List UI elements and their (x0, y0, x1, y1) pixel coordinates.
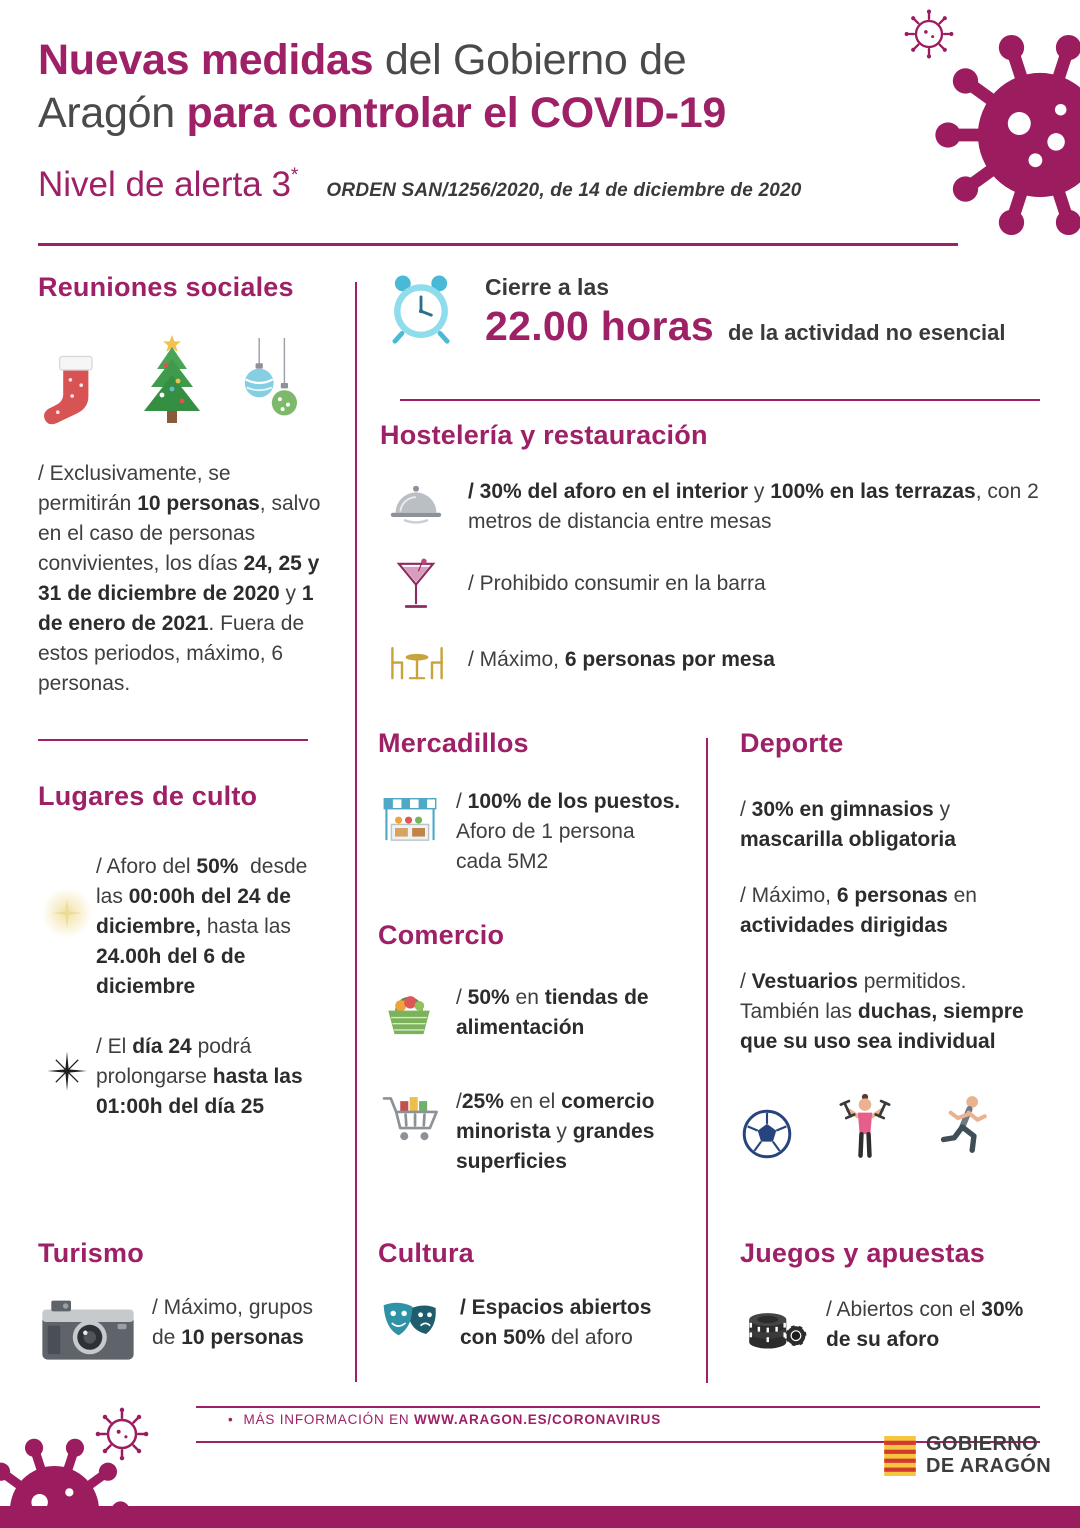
camera-icon (38, 1297, 138, 1365)
culto-item-text: / Aforo del 50% desde las 00:00h del 24 de diciembre, hasta las 24.00h del 6 de diciembre (96, 855, 308, 999)
logo-text (926, 1434, 1051, 1477)
hosteleria-item-text: / Prohibido consumir en la barra (468, 572, 766, 596)
section-reuniones (38, 272, 322, 1122)
mercadillos-item-text: / 100% de los puestos. Aforo de 1 persona cada 5M2 (456, 790, 681, 874)
grocery-basket-icon (380, 983, 438, 1041)
gutter (38, 1032, 96, 1092)
sport-icons-row (740, 1093, 1040, 1161)
section-deporte (740, 728, 1040, 1161)
theater-masks-icon (378, 1297, 444, 1349)
poker-chips-icon (740, 1297, 810, 1355)
section-title: Reuniones sociales (38, 272, 294, 302)
cultura-item-text: / Espacios abiertos con 50% del aforo (460, 1296, 652, 1350)
closure-scope: de la actividad no esencial (727, 320, 1006, 345)
left-column-divider (38, 739, 308, 741)
section-hosteleria (380, 420, 1070, 683)
turismo-item (38, 1293, 338, 1365)
christmas-tree-icon (130, 331, 214, 431)
page-title: Nuevas medidas del Gobierno de Aragón para controlar el COVID-19 (38, 36, 726, 138)
deporte-item-text: / 30% en gimnasios y mascarilla obligatoria (740, 798, 956, 852)
soccer-ball-icon (740, 1107, 794, 1161)
hosteleria-item-text: / Máximo, 6 personas por mesa (468, 648, 775, 672)
comercio-item (378, 983, 683, 1043)
alarm-clock-icon (383, 270, 459, 346)
footer-info (228, 1412, 661, 1427)
logo-line1: GOBIERNO (926, 1433, 1039, 1455)
header-divider (38, 243, 958, 246)
hosteleria-item (380, 563, 1070, 617)
bottom-color-bar (0, 1506, 1080, 1528)
section-title: Comercio (378, 920, 505, 950)
market-stall-icon (380, 793, 440, 853)
alert-level (38, 165, 298, 205)
closure-banner (383, 270, 1053, 350)
footer-bullet: • (228, 1412, 234, 1427)
deporte-item-text: / Vestuarios permitidos. También las duchas, siempre que su uso sea individual (740, 970, 1024, 1054)
closure-time: 22.00 horas (485, 303, 714, 349)
order-reference: ORDEN SAN/1256/2020, de 14 de diciembre de 2020 (326, 179, 802, 201)
gobierno-aragon-logo (884, 1434, 1051, 1477)
closure-text (485, 270, 1006, 350)
culto-item (38, 852, 322, 1002)
christmas-stocking-icon (38, 343, 110, 431)
hosteleria-item (380, 477, 1070, 537)
section-title-culto: Lugares de culto (38, 781, 258, 812)
footer-info-text: MÁS INFORMACIÓN EN WWW.ARAGON.ES/CORONAVIRUS (243, 1412, 661, 1427)
cultura-item (378, 1293, 688, 1353)
mercadillos-item (378, 787, 683, 877)
gym-person-icon (836, 1093, 894, 1161)
aragon-flag-icon (884, 1436, 916, 1476)
hosteleria-item (380, 643, 1070, 683)
reuniones-body: / Exclusivamente, se permitirán 10 personas, salvo en el caso de personas convivientes, los días 24, 25 y 31 de diciembre de 2020 y 1 de enero de 2021. Fuera de estos periodos, máximo, 6 personas. (38, 462, 321, 696)
runner-icon (936, 1093, 994, 1161)
alert-row (38, 165, 908, 205)
alert-asterisk: * (290, 164, 299, 186)
comercio-item (378, 1087, 683, 1177)
turismo-item-text: / Máximo, grupos de 10 personas (152, 1296, 314, 1350)
cocktail-icon (394, 557, 438, 617)
section-title: Mercadillos (378, 728, 529, 758)
culto-item-text: / El día 24 podrá prolongarse hasta las 01:00h del día 25 (96, 1035, 303, 1119)
hosteleria-item-text: / 30% del aforo en el interior y 100% en las terrazas, con 2 metros de distancia entre mesas (468, 480, 1039, 534)
section-turismo (38, 1238, 338, 1365)
section-juegos (740, 1238, 1045, 1355)
comercio-item-text: /25% en el comercio minorista y grandes superficies (456, 1090, 655, 1174)
header (38, 34, 908, 205)
vertical-divider-left (355, 282, 357, 1382)
section-cultura (378, 1238, 688, 1353)
footer-divider-top (196, 1406, 1040, 1408)
table-chairs-icon (384, 641, 450, 683)
candle-glow-icon (40, 886, 94, 940)
alert-level-text: Nivel de alerta 3 (38, 164, 291, 204)
christmas-icons-row (38, 329, 322, 431)
juegos-item (740, 1295, 1045, 1355)
section-title: Cultura (378, 1238, 474, 1268)
closure-line (485, 303, 1006, 350)
shopping-cart-icon (380, 1091, 442, 1149)
juegos-item-text: / Abiertos con el 30% de su aforo (826, 1298, 1024, 1352)
section-mercadillos (378, 728, 683, 877)
culto-item (38, 1032, 322, 1122)
star-sparkle-icon (46, 1050, 88, 1092)
logo-line2: DE ARAGÓN (926, 1454, 1052, 1477)
deporte-item-text: / Máximo, 6 personas en actividades dirigidas (740, 884, 977, 938)
comercio-item-text: / 50% en tiendas de alimentación (456, 986, 649, 1040)
christmas-ornaments-icon (234, 335, 306, 431)
section-title: Hostelería y restauración (380, 420, 708, 450)
cloche-icon (386, 481, 446, 529)
virus-solid-icon (925, 20, 1080, 250)
section-comercio (378, 920, 683, 1177)
vertical-divider-mid (706, 738, 708, 1383)
section-title: Deporte (740, 728, 844, 758)
section-title: Turismo (38, 1238, 144, 1268)
gutter (38, 852, 96, 940)
closure-divider (400, 399, 1040, 401)
closure-intro: Cierre a las (485, 274, 610, 300)
section-title: Juegos y apuestas (740, 1238, 986, 1268)
